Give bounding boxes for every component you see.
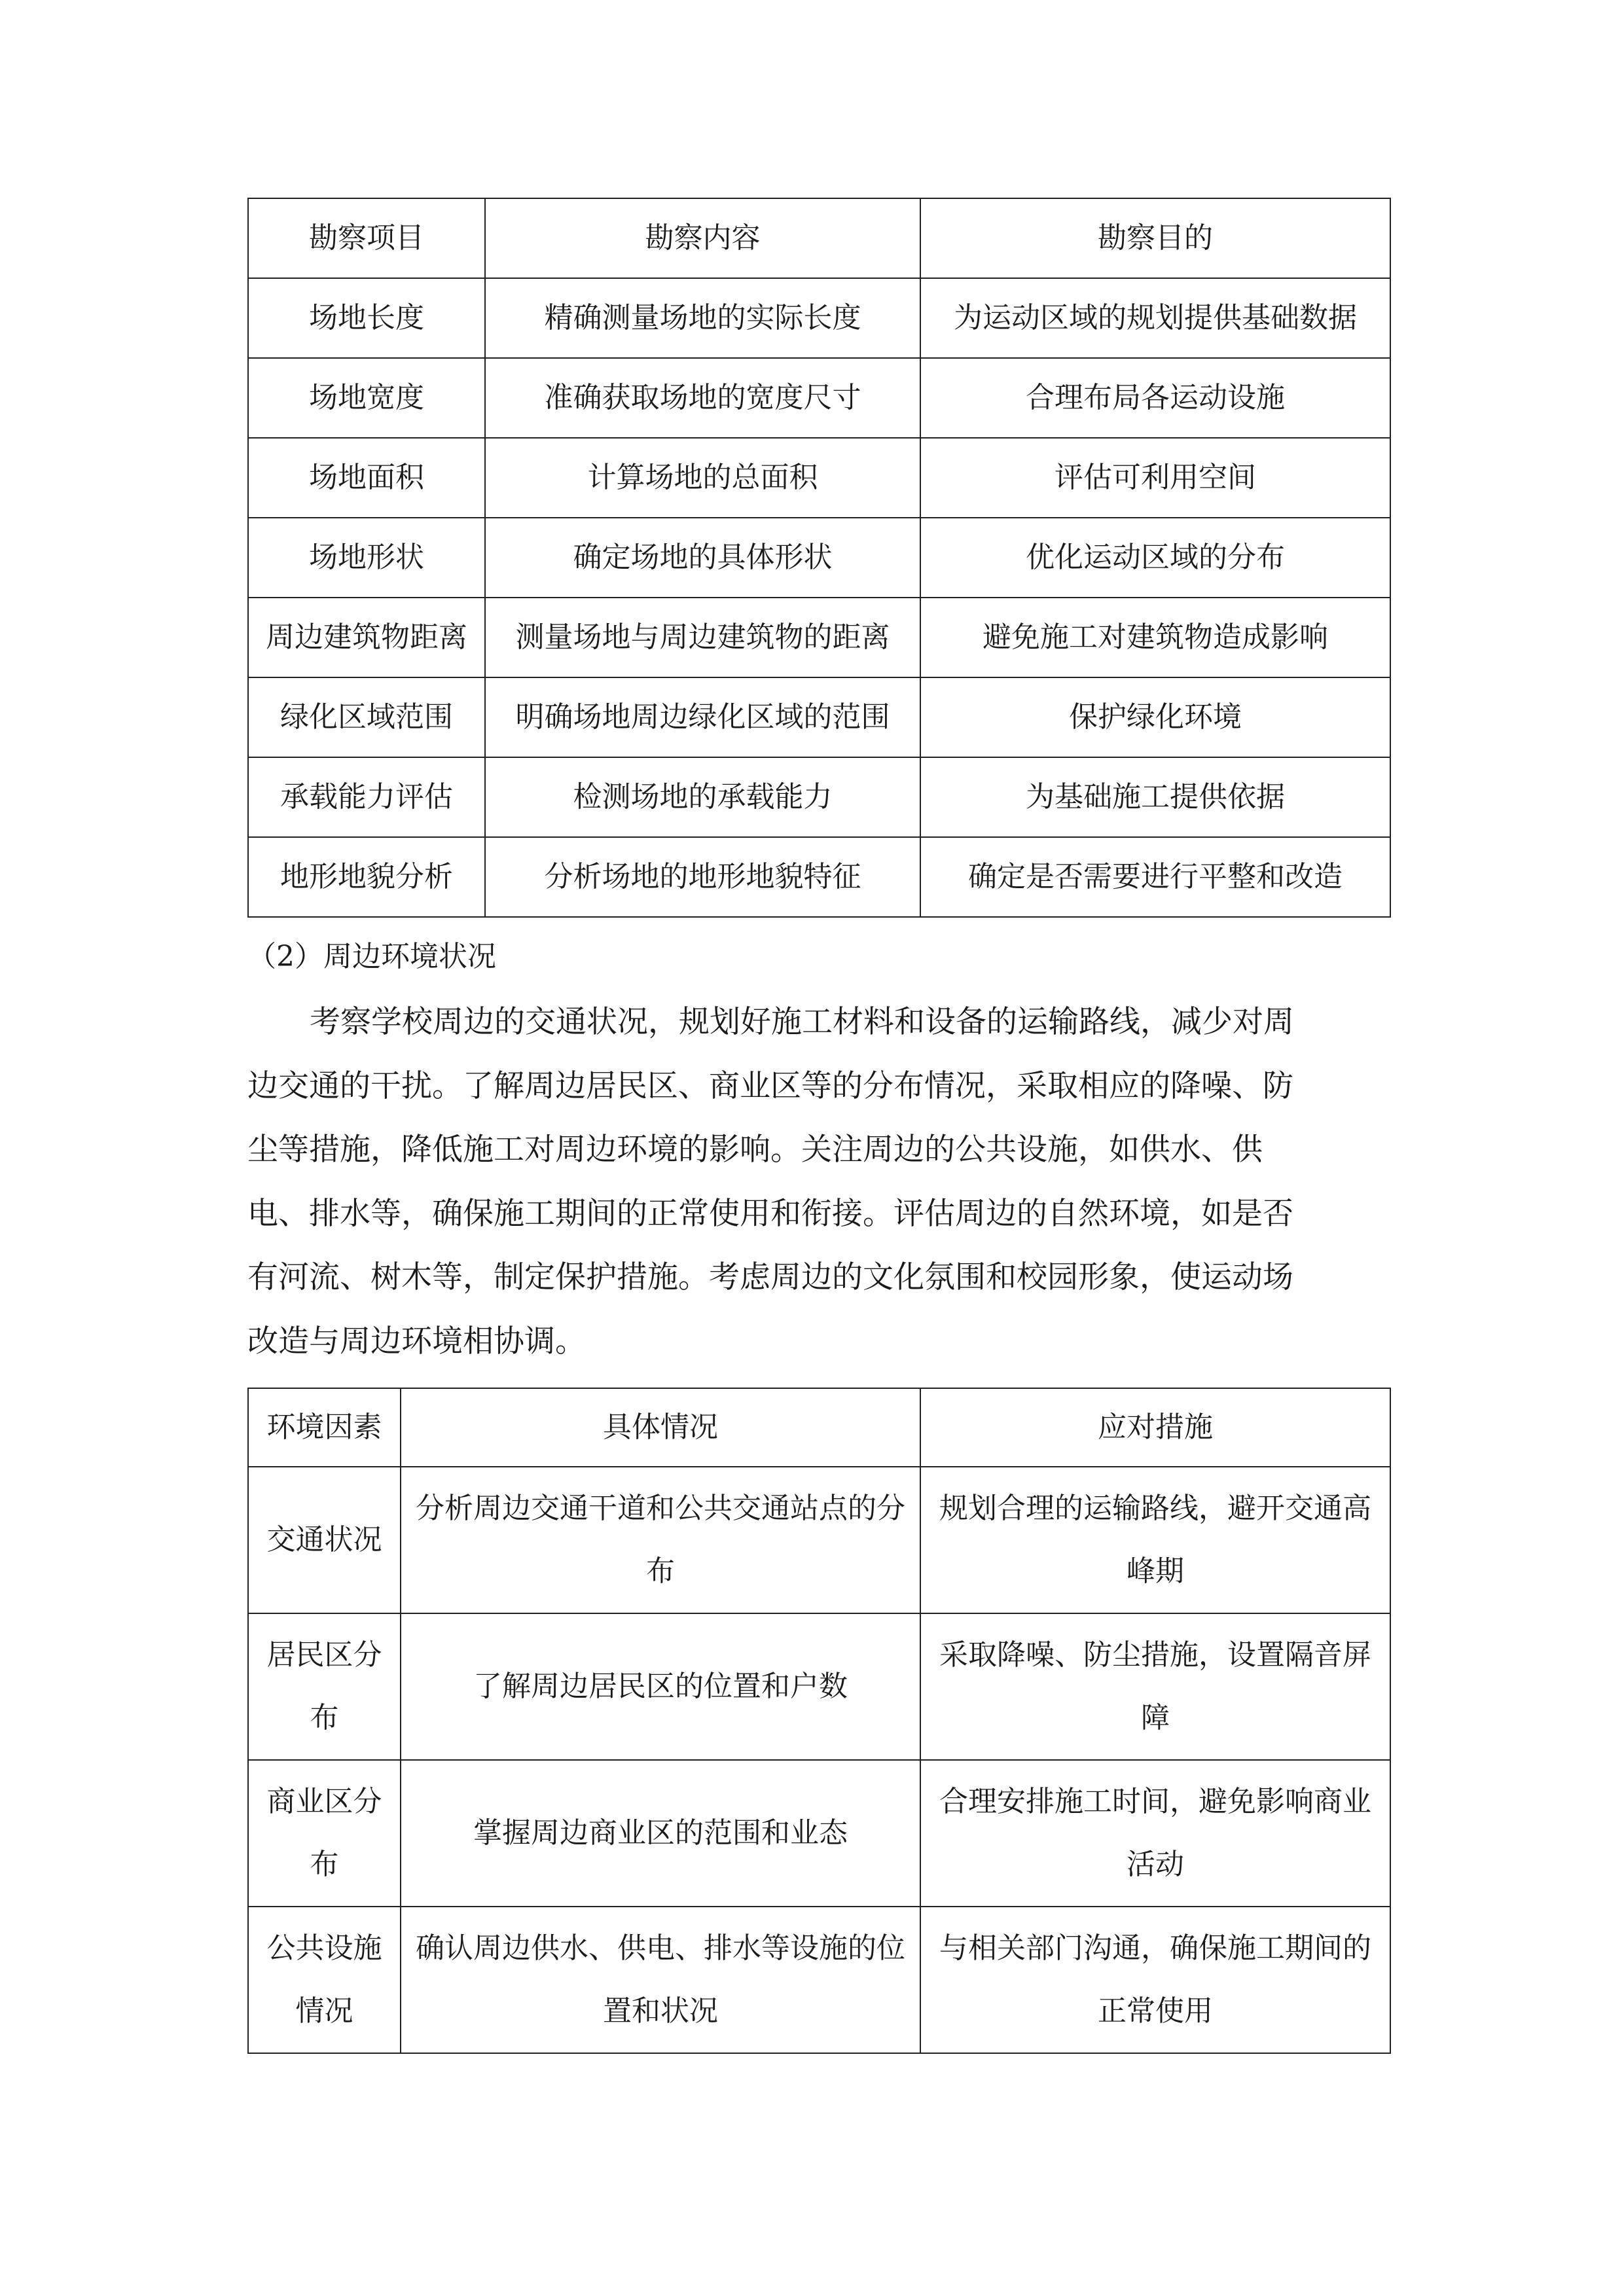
table-cell: 确认周边供水、供电、排水等设施的位置和状况 — [401, 1907, 920, 2053]
table-cell: 场地面积 — [248, 438, 485, 518]
table-cell: 承载能力评估 — [248, 757, 485, 837]
table-cell: 地形地貌分析 — [248, 837, 485, 917]
table-row — [248, 358, 1390, 438]
table-cell: 评估可利用空间 — [920, 438, 1390, 518]
table-row — [248, 278, 1390, 358]
table-cell: 了解周边居民区的位置和户数 — [401, 1613, 920, 1760]
table-cell: 掌握周边商业区的范围和业态 — [401, 1760, 920, 1907]
table-row — [248, 677, 1390, 757]
table-header-row — [248, 198, 1390, 278]
table-header-cell: 勘察目的 — [920, 198, 1390, 278]
document-page — [247, 198, 1390, 2054]
table-cell: 分析周边交通干道和公共交通站点的分布 — [401, 1467, 920, 1613]
table-row — [248, 757, 1390, 837]
table-cell: 计算场地的总面积 — [485, 438, 920, 518]
table-cell: 准确获取场地的宽度尺寸 — [485, 358, 920, 438]
table-header-cell: 勘察内容 — [485, 198, 920, 278]
table-cell: 优化运动区域的分布 — [920, 518, 1390, 598]
table-cell: 采取降噪、防尘措施，设置隔音屏障 — [920, 1613, 1390, 1760]
table-cell: 避免施工对建筑物造成影响 — [920, 598, 1390, 677]
body-paragraph — [247, 990, 1390, 1373]
paragraph-line: 考察学校周边的交通状况，规划好施工材料和设备的运输路线，减少对周 — [310, 1004, 1294, 1040]
table-cell: 确定场地的具体形状 — [485, 518, 920, 598]
table-cell: 场地长度 — [248, 278, 485, 358]
paragraph-line: 有河流、树木等，制定保护措施。考虑周边的文化氛围和校园形象，使运动场 — [247, 1259, 1293, 1295]
table-cell: 为运动区域的规划提供基础数据 — [920, 278, 1390, 358]
table-header-cell: 环境因素 — [248, 1388, 401, 1467]
table-header-cell: 勘察项目 — [248, 198, 485, 278]
table-header-cell: 应对措施 — [920, 1388, 1390, 1467]
table-cell: 场地形状 — [248, 518, 485, 598]
table-row — [248, 438, 1390, 518]
paragraph-line: 电、排水等，确保施工期间的正常使用和衔接。评估周边的自然环境，如是否 — [247, 1195, 1293, 1232]
environment-table-wrapper — [247, 1388, 1390, 2054]
table-cell: 测量场地与周边建筑物的距离 — [485, 598, 920, 677]
table-cell: 明确场地周边绿化区域的范围 — [485, 677, 920, 757]
table-header-row — [248, 1388, 1390, 1467]
table-cell: 商业区分布 — [248, 1760, 401, 1907]
table-cell: 检测场地的承载能力 — [485, 757, 920, 837]
table-cell: 为基础施工提供依据 — [920, 757, 1390, 837]
table-row — [248, 518, 1390, 598]
paragraph-line: 改造与周边环境相协调。 — [247, 1323, 586, 1359]
table-cell: 交通状况 — [248, 1467, 401, 1613]
table-row — [248, 1613, 1390, 1760]
table-header-cell: 具体情况 — [401, 1388, 920, 1467]
paragraph-line: 尘等措施，降低施工对周边环境的影响。关注周边的公共设施，如供水、供 — [247, 1132, 1263, 1168]
table-cell: 居民区分布 — [248, 1613, 401, 1760]
table-cell: 场地宽度 — [248, 358, 485, 438]
table-row — [248, 1760, 1390, 1907]
table-row — [248, 1467, 1390, 1613]
table-row — [248, 1907, 1390, 2053]
table-cell: 确定是否需要进行平整和改造 — [920, 837, 1390, 917]
table-row — [248, 837, 1390, 917]
environment-table — [247, 1388, 1391, 2054]
table-cell: 周边建筑物距离 — [248, 598, 485, 677]
table-cell: 与相关部门沟通，确保施工期间的正常使用 — [920, 1907, 1390, 2053]
table-cell: 保护绿化环境 — [920, 677, 1390, 757]
table-cell: 绿化区域范围 — [248, 677, 485, 757]
survey-table — [247, 198, 1391, 918]
table-cell: 合理布局各运动设施 — [920, 358, 1390, 438]
paragraph-line: 边交通的干扰。了解周边居民区、商业区等的分布情况，采取相应的降噪、防 — [247, 1067, 1293, 1104]
table-cell: 分析场地的地形地貌特征 — [485, 837, 920, 917]
table-row — [248, 598, 1390, 677]
table-cell: 公共设施情况 — [248, 1907, 401, 2053]
table-cell: 规划合理的运输路线，避开交通高峰期 — [920, 1467, 1390, 1613]
section-heading: （2）周边环境状况 — [247, 940, 496, 973]
table-cell: 合理安排施工时间，避免影响商业活动 — [920, 1760, 1390, 1907]
table-cell: 精确测量场地的实际长度 — [485, 278, 920, 358]
